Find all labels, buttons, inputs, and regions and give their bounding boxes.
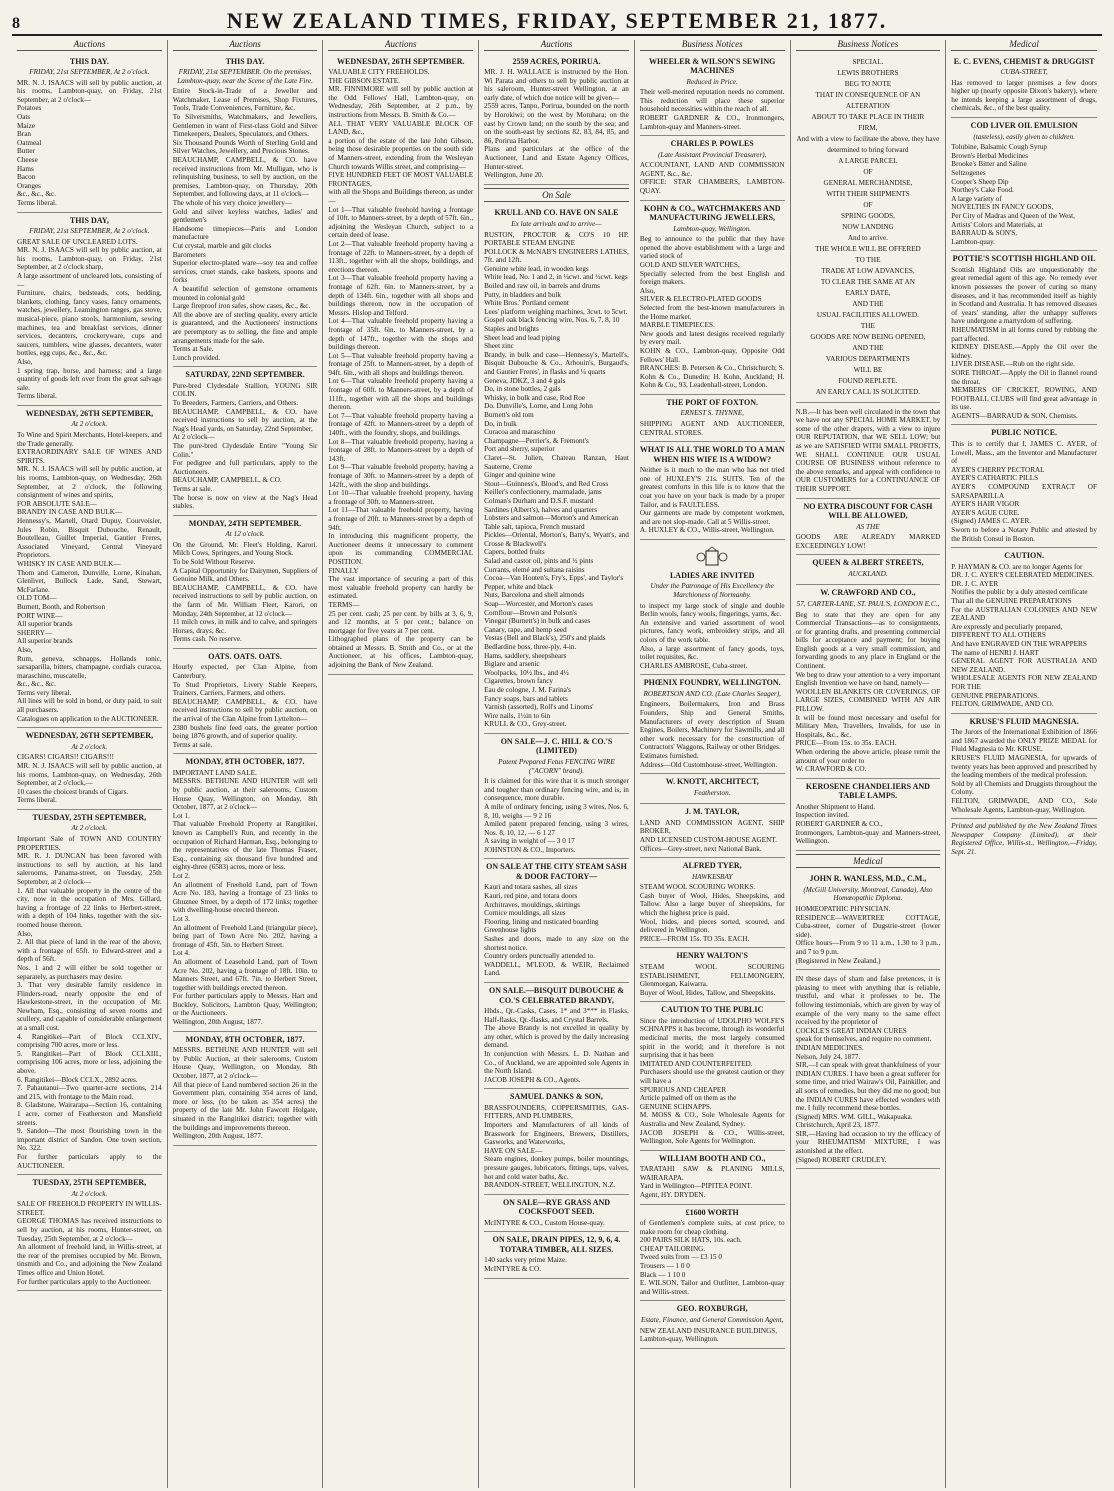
advertisement (484, 859, 629, 983)
advertisement (640, 1002, 785, 1150)
ad-body: IN these days of sham and false pretences, it is pleasing to meet with anything that is reliable, trustful, and what it professes to be. The following testimonials, which are given by way of example of the very many to the same effect received by the proprietor of COCKLE'S GREAT INDIAN CURES speak for themselves, and require no comment. INDIAN MEDICINES. Nelson, July 24, 1877. SIR,—I can speak with great thankfulness of your INDIAN CURES. I have been a great sufferer for some time, and tried Wairaw's Oil, Painkiller, and all sorts of remedies, but they did me no good; but the INDIAN CURES have effected wonders with me. I fully recommend these bottles. (Signed) MRS. WM. GILL, Wakapuaka. Christchurch, April 23, 1877. SIR,—Having had occasion to try the efficacy of your RHEUMATISM MIXTURE, I was astonished at the effect. (Signed) ROBERT CRUDLEY. (795, 975, 941, 1164)
ad-heading: SATURDAY, 22ND SEPTEMBER. (185, 370, 305, 380)
column-3 (323, 40, 479, 1488)
ad-heading: CHARLES P. POWLES (670, 139, 754, 149)
advertisement (484, 1232, 629, 1278)
ad-body: P. HAYMAN & CO. are no longer Agents for DR. J. C. AYER'S CELEBRATED MEDICINES. DR. J. C. AYER Notifies the public by a duly attested certificate That all the GENUINE PREPARATIONS For the AUSTRALIAN COLONIES AND NEW ZEALAND Are expressly and peculiarly prepared, DIFFERENT TO ALL OTHERS And have ENGRAVED ON THE WRAPPERS The name of HENRI J. HART GENERAL AGENT FOR AUSTRALIA AND NEW ZEALAND. WHOLESALE AGENTS FOR NEW ZEALAND FOR THE GENUINE PREPARATIONS. FELTON, GRIMWADE, AND CO. (951, 562, 1097, 709)
ad-heading: SAMUEL DANKS & SON, (510, 1092, 603, 1102)
page-number: 8 (12, 15, 20, 32)
advertisement (640, 774, 785, 804)
advertisement (173, 754, 318, 1031)
ad-body: SHIPPING AGENT AND AUCTIONEER, CENTRAL STORES. (639, 420, 785, 437)
ad-heading: E. C. EVENS, CHEMIST & DRUGGIST (953, 56, 1095, 66)
ad-heading: COD LIVER OIL EMULSION (970, 121, 1078, 131)
ad-subheading: Lambton-quay, Wellington. (673, 224, 752, 233)
ad-heading: ON SALE AT THE CITY STEAM SASH & DOOR FACTORY— (486, 862, 627, 881)
ad-heading: TUESDAY, 25TH SEPTEMBER, (32, 1178, 147, 1188)
ad-heading: GEO. ROXBURGH, (676, 1304, 748, 1314)
advertisement (484, 54, 629, 185)
ad-subheading: HAWKESBAY (691, 872, 733, 881)
ad-heading: ALFRED TYER, (682, 861, 742, 871)
ad-heading: WHEELER & WILSON'S SEWING MACHINES (649, 56, 776, 76)
ad-subheading: At 2 o'clock. (71, 824, 108, 833)
ad-subheading: At 12 o'clock. (225, 530, 265, 539)
ad-body: To Wine and Spirit Merchants, Hotel-keepers, and the Trade generally. EXTRAORDINARY SALE OF WINES AND SPIRITS. MR. N. J. ISAACS will sell by public auction, at his rooms, Lambton-quay, on Wednesday, 26th September, at 2 o'clock, the following consignment of wines and spirits, FOR ABSOLUTE SALE— BRANDY IN CASE AND BULK— Hennessy's, Martell, Otard Dupuy, Courvoisier, Jules Robin, Bisquit Dubouche, Renault, Boutelleau, Guillet Imperial, Gautier Freres, Associated Vineyard, Central Vineyard Proprietors. WHISKY IN CASE AND BULK— Thom and Cameron, Dunville, Lorne, Kinahan, Glenlivet, Bullock Lade, Sand, Stewart, McFarlane. OLD TOM— Burnett, Booth, and Robertson PORT WINE— All superior brands SHERRY— All superior brands Also, Rum, geneva, schnapps, Hollands tonic, sarsaparilla, bitters, champagne, cordials curacoa, maraschino, muscatelle, &c., &c., &c. Terms very liberal. All lines will be sold in bond, or duty paid, to suit all purchasers. Catalogues on application to the AUCTIONEER. (17, 431, 162, 723)
royal-arms-emblem (640, 543, 785, 571)
ad-heading: CAUTION. (1004, 551, 1045, 561)
ad-body: MR. N. J. ISAACS will sell by public auction, at his rooms, Lambton-quay, on Friday, 21st September, at 2 o'clock— Potatoes Oats Maize Bran Oatmeal Butter Cheese Hams Bacon Oranges &c., &c., &c. Terms liberal. (17, 78, 162, 207)
ad-body: 140 sacks very prime Maize. McINTYRE & CO. (484, 1256, 567, 1273)
ad-subheading: Patent Prepared Fetus FENCING WIRE ("ACORN" brand). (498, 757, 615, 775)
ad-body: N.B.—It has been well circulated in the town that we have not any SPECIAL HOME MARKET, by some of the other drapers, with a view to injure OUR REPUTATION, that WE SELL LOW; but as we are SATISFIED WITH SMALL PROFITS, WE SHALL CONTINUE OUR USUAL COURSE OF BUSINESS without reference to the above remarks, and appeal with confidence to OUR CUSTOMERS for a CONTINUANCE OF THEIR SUPPORT. (795, 407, 941, 493)
ad-heading: WEDNESDAY, 26TH SEPTEMBER, (25, 408, 154, 418)
advertisement (796, 499, 941, 556)
ad-body: RUSTON, PROCTOR & CO'S 10 HP. PORTABLE STEAM ENGINE POLLOCK & McNAB'S ENGINEERS LATHES, 7ft. and 12ft. Genuine white lead, in wooden kegs White lead, No. 1 and 2, in ¼cwt. and ½cwt. kegs Boiled and raw oil, in barrels and drums Putty, in bladders and bulk White Bros.' Portland cement Lees' platform weighing machines, 3cwt. to 5cwt. Gospel oak black fencing wire, Nos. 6, 7, 8, 10 Staples and brights Sheet lead and lead piping Sheet zinc Brandy, in bulk and case—Hennessy's, Martell's, Bisquit Dubouche & Co., Arbouin's, Burgaud's, and Gautier Freres', in flasks and ¼ quarts Geneva, JDKZ, 3 and 4 gals Do, in stone bottles, 2 gals Whisky, in bulk and case, Rod Roe Do. Dunville's, Lorne, and Long John Burnett's old tom Do, in bulk Curacoa and maraschino Champagne—Perrier's, & Fremont's Port and sherry, superior Claret—St. Julien, Chateau Ranzan, Haut Sauterne, Creme Ginger and quinine wine Stout—Guinness's, Blood's, and Red Cross Keiller's confectionery, marmalade, jams Colman's Durham and D.S.F. mustard Sardines (Albert's), halves and quarters Lobsters and salmon—Morton's and American Table salt, tapioca, French mustard Pickles—Oriental, Morton's, Batty's, Wyatt's, and Crosse & Blackwell's Capers, bottled fruits Salad and castor oil, pints and ½ pints Currants, elemé and sultana raisins Cocoa—Van Houten's, Fry's, Epps', and Taylor's Pepper, white and black Nuts, Barcelona and shell almonds Soap—Worcester, and Morton's cases Cornflour—Brown and Polson's Vinegar (Burnett's) in bulk and cases Canary, rape, and hemp seed Vestas (Bell and Black's), 250's and plaids Bedlardine boss, three-ply, 4-in. Hams, saddlery, sheepshears Biglare and arsenic Woolpacks, 10½ lbs., and 4½ Cigarettes, brown fancy Eau de cologne, J. M. Farina's Fancy soaps, bars and tablets Varnish (assorted), Roll's and Linoms' Wire nails, 1½in to 6in KRULL & CO., Grey-street. (484, 230, 629, 729)
advertisement (640, 136, 785, 200)
ad-heading: PUBLIC NOTICE. (991, 428, 1058, 438)
column-5 (635, 40, 791, 1488)
advertisement (796, 779, 941, 851)
advertisement (328, 54, 473, 675)
column-header: Auctions (17, 40, 162, 51)
advertisement (640, 948, 785, 1002)
advertisement (951, 54, 1097, 118)
ad-body: Engineers, Boilermakers, Iron and Brass Founders, Ship and General Smiths, Manufacturers of every description of Steam Engines, Boilers, Machinery for Sawmills, and all other work necessary for the construction of Contractors' Waggons, Railway or other Bridges. Estimates furnished. Address—Old Customhouse-street, Wellington. (639, 700, 785, 769)
ad-heading: NO EXTRA DISCOUNT FOR CASH WILL BE ALLOWED, (803, 501, 933, 521)
advertisement (640, 395, 785, 442)
column-2 (168, 40, 324, 1488)
advertisement (796, 585, 941, 778)
advertisement (640, 201, 785, 395)
ad-body: of Gentlemen's complete suits, at cost price, to make room for cheap clothing. 200 PAIRS SILK HATS, 10s. each. CHEAP TAILORING. Tweed suits from — £3 15 0 Trousers — 1 0 0 Black — 1 10 0 E. WILSON, Tailor and Outfitter, Lambton-quay and Willis-street. (639, 1219, 785, 1296)
advertisement (17, 54, 162, 213)
ad-body: HOMŒOPATHIC PHYSICIAN. RESIDENCE—WAVERTREE COTTAGE, Cuba-street, corner of Dugstrie-street (lower side). Office hours—From 9 to 11 a.m., 1.30 to 3 p.m., and 7 to 9 p.m. (Registered in New Zealand.) (795, 905, 941, 965)
ad-body: Kauri and totara sashes, all sizes Kauri, red pine, and totara doors Architraves, mouldings, skirtings Cornice mouldings, all sizes Flooring, lining and rusticated boarding Greenhouse lights Sashes and doors, made to any size on the shortest notice. Country orders punctually attended to. WADDELL, M'LEOD, & WEIR, Reclaimed Land. (484, 883, 629, 978)
section-heading: Medical (796, 854, 941, 869)
ad-body: VALUABLE CITY FREEHOLDS. THE GIBSON ESTATE. MR. FINNIMORE will sell by public auction at the Odd Fellows' Hall, Lambton-quay, on Wednesday, 26th September, at 2 p.m., by instructions from Messrs. B. Smith & Co.— ALL THAT VERY VALUABLE BLOCK OF LAND, &c., a portion of the estate of the late John Gibson, being those desirable properties on the south side of Manners-street, extending from the Wesleyan Church towards Willis street, and comprising— FIVE HUNDRED FEET OF MOST VALUABLE FRONTAGES, with all the Shops and Buildings thereon, as under— Lot 1—That valuable freehold having a frontage of 10ft. to Manners-street, by a depth of 57ft. 6in., adjoining the Wesleyan Church, subject to a certain deed of lease. Lot 2—That valuable freehold property having a frontage of 22ft. to Manners-street, by a depth of 113ft., together with all the shops, buildings, and erections thereon. Lot 3—That valuable freehold property having a frontage of 62ft. 6in. to Manners-street, by a depth of 134ft. 6in., together with all shops and buildings thereon, now in the occupation of Messrs. Hislop and Telford. Lot 4—That valuable freehold property having a frontage of 35ft. 6in. to Manners-street, by a depth of 147ft., together with the shops and buildings thereon. Lot 5—That valuable freehold property having a frontage of 25ft. to Manners-street, by a depth of 94ft. 6in., with all shops and buildings thereon. Lot 6—That valuable freehold property having a frontage of 60ft. to Manners-street, by a depth of 111ft., together with all the shops and buildings thereon. Lot 7—That valuable freehold property having a frontage of 42ft. to Manners-street by a depth of 140ft., with the foundry, shops, and buildings. Lot 8—That valuable freehold property, having a frontage of 28ft. to Manners-street by a depth of 143ft. Lot 9—That valuable freehold property, having a frontage of 30ft. to Manners-street by a depth of 142ft., with the shop and buildings. Lot 10—That valuable freehold property, having a frontage of 30ft. to Manners-street. Lot 11—That valuable freehold property, having a frontage of 20ft. to Manners-street by a depth of 94ft. In introducing this magnificent property, the Auctioneer deems it unnecessary to comment upon its commanding COMMERCIAL POSITION. FINALLY The vast importance of securing a part of this most valuable freehold property can hardly be estimated. TERMS— 25 per cent. cash; 25 per cent. by bills at 3, 6, 9, and 12 months, at 5 per cent.; balance on mortgage for five years at 7 per cent. Lithographed plans of the property can be obtained at Messrs. B. Smith and Co., or at the Auctioneer, at his offices, Lambton-quay, adjoining the Bank of New Zealand. (328, 68, 474, 670)
advertisement (640, 54, 785, 137)
ad-subheading: Estate, Finance, and General Commission Agent, (641, 1315, 784, 1324)
advertisement (640, 858, 785, 948)
ad-subheading: FRIDAY, 21st SEPTEMBER. On the premises, Lambton-quay, near the Scene of the Late Fire. (177, 68, 313, 85)
ad-heading: W. CRAWFORD AND CO., (820, 588, 916, 598)
special-notice-lewis-brothers: SPECIAL. LEWIS BROTHERS BEG TO NOTE THAT IN CONSEQUENCE OF AN ALTERATION ABOUT TO TAKE PLACE IN THEIR FIRM, And with a view to facilitate the above, they have determined to bring forward A LARGE PARCEL OF GENERAL MERCHANDISE, WITH THEIR SHIPMENTS OF SPRING GOODS, NOW LANDING And to arrive. THE WHOLE WILL BE OFFERED TO THE TRADE AT LOW ADVANCES, TO CLEAR THE SAME AT AN EARLY DATE, AND THE USUAL FACILITIES ALLOWED. THE GOODS ARE NOW BEING OPENED, AND THE VARIOUS DEPARTMENTS WILL BE FOUND REPLETE. AN EARLY CALL IS SOLICITED. (796, 54, 941, 403)
advertisement (951, 251, 1097, 425)
ad-subheading: ROBERTSON AND CO. (Late Charles Seager), (643, 689, 781, 698)
ad-body: Important Sale of TOWN AND COUNTRY PROPERTIES. MR. R. J. DUNCAN has been favored with instructions to sell by auction, at his land salerooms, Panama-street, on Tuesday, 25th September, at 2 o'clock— 1. All that valuable property in the centre of the city, now in the occupation of Mrs. Gillard, having a frontage of 22 links to Herbert-street, with a depth of 104 links, together with the six-roomed house thereon. Also, 2. All that piece of land in the rear of the above, with a frontage of 65ft. to Edward-street and a depth of 56ft. Nos. 1 and 2 will either be sold together or separately, as purchasers may desire. 3. That very desirable family residence in Flinders-road, nearly opposite the end of Hawkestone-street, in the occupation of Mr. Newham, Esq., consisting of seven rooms and scullery, and capable of considerable enlargement at a small cost. 4. Rangitikei—Part of Block CCLXIV., comprising 700 acres, more or less. 5. Rangitikei—Part of Block CCLXIII., comprising 106 acres, more or less, adjoining the above. 6. Rangitikei—Block CCLX., 2892 acres. 7. Pahautanui—Two quarter-acre sections, 214 and 215, with frontage to the Main road. 8. Gladstone, Wairarapa—Section 16, containing 1 acre, corner of Featherston and Mansfield streets. 9. Sandon—The most flourishing town in the important district of Sandon. One town section, No. 322. For further particulars apply to the AUCTIONEER. (17, 835, 162, 1170)
ad-body: Hourly expected, per Clan Alpine, from Canterbury. To Stud Proprietors, Livery Stable Keepers, Trainers, Carriers, Farmers, and others. BEAUCHAMP, CAMPBELL, & CO. have received instructions to sell by public auction, on the arrival of the Clan Alpine from Lyttelton— 2380 bushels fine feed oats, the greater portion being 1876 growth, and of superior quality. Terms at sale. (172, 663, 318, 749)
ad-body: Another Shipment to Hand. Inspection invited. ROBERT GARDNER & CO., Ironmongers, Lambton-quay and Manners-street, Wellington. (795, 802, 941, 846)
ad-heading: 2559 ACRES, PORIRUA. (512, 56, 601, 66)
ad-heading: THIS DAY, (69, 215, 109, 225)
ad-body: TARATAHI SAW & PLANING MILLS, WAIRARAPA. Yard in Wellington—PIPITEA POINT. Agent, HY. DRYDEN. (639, 1165, 785, 1199)
ad-subheading: At 2 o'clock. (71, 1189, 108, 1198)
ad-body: IMPORTANT LAND SALE. MESSRS. BETHUNE AND HUNTER will sell by public auction, at their salerooms, Custom House Quay, Wellington, on Monday, 8th October, 1877, at 2 o'clock— Lot 1. That valuable Freehold Property at Rangitikei, known as Campbell's Run, and recently in the occupation of Richard Harman, Esq., belonging to the representatives of the late Thomas Fraser, Esq., containing six thousand five hundred and eighty-three (6583) acres, more or less. Lot 2. An allotment of Freehold Land, part of Town Acre No. 183, having a frontage of 23 links to Ghuznee Street, by a depth of 172 links; together with dwelling-house erected thereon. Lot 3. An allotment of Freehold Land (triangular piece), being part of Town Acre No. 202, having a frontage of 45ft. 5in. to Herbert Street. Lot 4. An allotment of Leasehold Land, part of Town Acre No. 202, having a frontage of 18ft. 10in. to Manners Street, and 67ft. 7in. to Herbert Street, together with buildings erected thereon. For further particulars apply to Messrs. Hart and Buckley, Solicitors, Lambton Quay, Wellington; or the Auctioneers. Wellington, 20th August, 1877. (172, 768, 318, 1027)
ad-subheading: (McGill University, Montreal, Canada), Also Homœopathic Diploma. (803, 885, 933, 903)
ad-heading: QUEEN & ALBERT STREETS, (812, 558, 924, 568)
advertisement (484, 205, 629, 734)
column-7 (946, 40, 1102, 1488)
advertisement (17, 1175, 162, 1291)
column-header: Business Notices (796, 40, 941, 51)
ad-subheading: AS THE (856, 522, 880, 531)
ad-body: STEAM WOOL SCOURING WORKS. Cash buyer of Wool, Hides, Sheepskins, and Tallow. Also a large buyer of sheepskins, for which the highest price is paid. Wool, hides, and pieces sorted, scoured, and delivered in Wellington. PRICE—FROM 15s. TO 35s. EACH. (639, 883, 785, 943)
advertisement (951, 548, 1097, 714)
ad-heading: WEDNESDAY, 26TH SEPTEMBER, (25, 731, 154, 741)
ad-heading: JOHN R. WANLESS, M.D., C.M., (809, 874, 927, 884)
advertisement (484, 1089, 629, 1194)
ad-subheading: At 2 o'clock. (71, 742, 108, 751)
ad-heading: THIS DAY. (225, 56, 265, 66)
advertisement (951, 118, 1097, 251)
ad-body: MESSRS. BETHUNE AND HUNTER will sell by Public Auction, at their salerooms, Custom House Quay, Wellington, on Monday, 8th October, 1877, at 2 o'clock— All that piece of Land numbered section 26 in the Government plan, containing 354 acres of land, more or less, (to be taken as 354 acres) the property of the late Mr. John Fawcett Holgate, situated in the Rangitikei district; together with the buildings and improvements thereon. Wellington, 20th August, 1877. (172, 1046, 318, 1141)
ad-heading: WEDNESDAY, 26TH SEPTEMBER. (337, 56, 465, 66)
ad-heading: W. KNOTT, ARCHITECT, (665, 777, 759, 787)
ad-subheading: ERNEST S. THYNNE, (680, 409, 744, 418)
ad-subheading: (tasteless), easily given to children. (973, 132, 1075, 141)
ad-heading: OATS. OATS. OATS. (208, 651, 282, 661)
ad-body: Scottish Highland Oils are unquestionably the great remedial agent of this age. No remedy ever known possesses the power of curing so many diseases, and it has recommended itself as highly in Scotland and Australia. It has removed diseases of years' standing, after the unhappy sufferers have undergone a martyrdom of suffering. RHEUMATISM in all forms cured by rubbing the part affected. KIDNEY DISEASE.—Apply the Oil over the kidney. LIVER DISEASE.—Rub on the right side. SORE THROAT.—Apply the Oil in flannel round the throat. MEMBERS OF CRICKET, ROWING, AND FOOTBALL CLUBS will find great advantage in its use. AGENTS—BARRAUD & SON, Chemists. (951, 265, 1097, 420)
advertisement (951, 425, 1097, 548)
ad-heading: THIS DAY. (69, 56, 109, 66)
ad-heading: £1600 WORTH (685, 1207, 739, 1217)
ad-heading: KEROSENE CHANDELIERS AND TABLE LAMPS. (805, 781, 930, 801)
advertisement (640, 540, 785, 675)
advertisement (484, 1195, 629, 1233)
column-4 (479, 40, 635, 1488)
ad-heading: J. M. TAYLOR, (685, 807, 740, 817)
advertisement (796, 871, 941, 970)
advertisement (17, 213, 162, 406)
ad-subheading: At 2 o'clock. (71, 420, 108, 429)
advertisement (640, 1151, 785, 1205)
ad-subheading: (Late Assistant Provincial Treasurer), (657, 150, 767, 159)
advertisement (173, 367, 318, 515)
advertisement (17, 728, 162, 810)
ad-body: On the Ground, Mr. Fleet's Holding, Karori. Milch Cows, Springers, and Young Stock. To be Sold Without Reserve. A Capital Opportunity for Dairymen, Suppliers of Genuine Milk, and Others. BEAUCHAMP, CAMPBELL, & CO. have received instructions to sell by public auction, on the farm of Mr. William Fleet, Karori, on Monday, 24th September, at 12 o'clock— 11 milch cows, in milk and to calve, and springers Horses, drays, &c. Terms cash. No reserve. (172, 540, 318, 644)
advertisement (640, 442, 785, 540)
ad-subheading: 57, CARTER-LANE, ST. PAUL'S, LONDON E.C., (796, 599, 940, 608)
ad-heading: WILLIAM BOOTH AND CO., (658, 1153, 766, 1163)
ad-body: Tolubine, Balsamic Cough Syrup Brown's Herbal Medicines Brooke's Bitter and Saline Seltzogenes Cooper's Sheep Dip Northey's Cake Food. A large variety of NOVELTIES IN FANCY GOODS, Per City of Madras and Queen of the West, Artists' Colors and Materials, at BARRAUD & SON'S, Lambton-quay. (951, 143, 1075, 246)
ad-body: Hhds., Qr.-Casks, Cases, 1* and 3*** in Flasks, Half-flasks, Qr.-flasks, and Crystal Barrels. The above Brandy is not excelled in quality by any other, which is proved by the daily increasing demand. In conjunction with Messrs. L. D. Nathan and Co., of Auckland, we are appointed sole Agents in the North Island. JACOB JOSEPH & CO., Agents. (484, 1007, 629, 1084)
column-header: Auctions (484, 40, 629, 51)
ad-body: Neither is it much to the man who has not tried one of HUXLEY'S 21s. SUITS. Ten of the greatest comforts in this life is to know that the coat you have on your back is made by a proper Tailor, and is FAULTLESS. Our garments are made by competent workmen, and are not slop-made. Call at 5 Willis-street. A. HUXLEY & CO., Willis-street, Wellington. (639, 466, 785, 535)
ad-body: Beg to announce to the public that they have opened the above establishment with a large and varied stock of GOLD AND SILVER WATCHES, Specially selected from the best English and foreign makers. Also, SILVER & ELECTRO-PLATED GOODS Selected from the best-known manufacturers in the Home market. MARBLE TIMEPIECES. New goods and latest designs received regularly by every mail. KOHN & CO., Lambton-quay, Opposite Odd Fellows' Hall. BRANCHES: B. Petersen & Co., Christchurch; S. Kohn & Co., Dunedin; H. Kohn, Auckland; H. Kohn & Co., 93, Leadenhall-street, London. (639, 235, 785, 390)
advertisement (640, 1301, 785, 1348)
ad-subheading: Under the Patronage of His Excellency the Marchioness of Normanby. (650, 582, 774, 600)
ad-heading: HENRY WALTON'S (676, 951, 748, 961)
ad-body: McINTYRE & CO., Custom House-quay. (484, 1218, 605, 1227)
ad-subheading: AUCKLAND. (848, 569, 888, 578)
ad-body: This is to certify that I, JAMES C. AYER, of Lowell, Mass., am the Inventor and Manufacturer of AYER'S CHERRY PECTORAL AYER'S CATHARTIC PILLS AYER'S COMPOUND EXTRACT OF SARSAPARILLA AYER'S HAIR VIGOR AYER'S AGUE CURE. (Signed) JAMES C. AYER. Sworn to before a Notary Public and attested by the British Consul in Boston. (951, 439, 1097, 543)
advertisement (640, 804, 785, 858)
column-6 (791, 40, 947, 1488)
ad-body: Entire Stock-in-Trade of a Jeweller and Watchmaker, Lease of Premises, Shop Fixtures, Tools, Trade Conveniences, Furniture, &c. To Silversmiths, Watchmakers, and Jewellers, Gentlemen in want of First-class Gold and Silver Timekeepers, Dealers, Speculators, and Others. Six Thousand Pounds Worth of Sterling Gold and Silver Watches, Jewellery, and Precious Stones. BEAUCHAMP, CAMPBELL, & CO. have received instructions from Mr. Mulligan, who is relinquishing business, to sell by auction, on the premises, Lambton-quay, on Thursday, 20th September, and following days, at 11 o'clock— The whole of his very choice jewellery— Gold and silver keyless watches, ladies' and gentlemen's Handsome timepieces—Paris and London manufacture Cut crystal, marble and gilt clocks Barometers Superior electro-plated ware—soy tea and coffee services, cruet stands, cake baskets, spoons and forks A beautiful selection of gemstone ornaments mounted in colonial gold Large fireproof iron safes, show cases, &c., &c. All the above are of sterling quality, every article is guaranteed, and the Auctioneers' instructions are peremptory as to selling, the fine and ample arrangements made for the sale. Terms at Sale. Lunch provided. (172, 87, 318, 362)
advertisement (796, 970, 941, 1169)
ad-subheading: Reduced in Price. (686, 77, 738, 86)
column-header: Auctions (173, 40, 318, 51)
ad-heading: TUESDAY, 25TH SEPTEMBER, (32, 812, 147, 822)
ad-subheading: Featherston. (693, 788, 731, 797)
ad-heading: MONDAY, 8TH OCTOBER, 1877. (185, 757, 305, 767)
column-header: Business Notices (640, 40, 785, 51)
column-1 (12, 40, 168, 1488)
ad-body: Since the introduction of UDOLPHO WOLFE'S SCHNAPPS it has become, through its wonderful medicinal merits, the most largely consumed spirit in the world; and it therefore is not surprising that it has been IMITATED AND COUNTERFEITED. Purchasers should use the greatest caution or they will have a SPURIOUS AND CHEAPER Article palmed off on them as the GENUINE SCHNAPPS. M. MOSS & CO., Sole Wholesale Agents for Australia and New Zealand, Sydney. JACOB JOSEPH & CO., Willis-street, Wellington, Sole Agents for Wellington. (639, 1016, 785, 1146)
column-header: Auctions (328, 40, 473, 51)
ad-heading: PHŒNIX FOUNDRY, WELLINGTON. (643, 678, 781, 688)
ad-heading: ON SALE.—BISQUIT DUBOUCHE & CO.'S CELEBRATED BRANDY, (488, 986, 624, 1005)
ad-subheading: CUBA-STREET, (1000, 68, 1048, 77)
ad-body: CIGARS! CIGARS!! CIGARS!!! MR. N. J. ISAACS will sell by public auction, at his rooms, Lambton-quay, on Wednesday, 26th September, at 2 o'clock,— 10 cases the choicest brands of Cigars. Terms liberal. (17, 753, 162, 805)
column-header: Medical (951, 40, 1097, 51)
ad-heading: ON SALE, DRAIN PIPES, 12, 9, 6, 4. TOTARA TIMBER, ALL SIZES. (492, 1235, 621, 1254)
newspaper-title: NEW ZEALAND TIMES, FRIDAY, SEPTEMBER 21, 1877. (226, 8, 888, 33)
ad-heading: MONDAY, 8TH OCTOBER, 1877. (185, 1034, 305, 1044)
advertisement (484, 983, 629, 1089)
columns-grid (12, 40, 1102, 1488)
advertisement (484, 734, 629, 860)
advertisement (796, 555, 941, 585)
ad-heading: CAUTION TO THE PUBLIC (661, 1005, 764, 1015)
ad-body: SALE OF FREEHOLD PROPERTY IN WILLIS-STREET. GEORGE THOMAS has received instructions to sell by auction, at his rooms, Hunter-street, on Tuesday, 25th September, at 2 o'clock— An allotment of freehold land, in Willis-street, at the rear of the premises occupied by Mr. Brown, tinsmith and Co., and adjoining the New Zealand Times office and Union Hotel. For further particulars apply to the Auctioneer. (17, 1200, 162, 1286)
ad-heading: KRUSE'S FLUID MAGNESIA. (969, 716, 1079, 726)
ad-body: STEAM WOOL SCOURING ESTABLISHMENT, FELLMONGERY, Glenmorgan, Kaiwarra. Buyer of Wool, Hides, Tallow, and Sheepskins. (639, 962, 785, 997)
ad-body: Beg to state that they are open for any Commercial Transactions—as to consignments, or for granting drafts, and presenting commercial bills for acceptance and payment; for buying English goods at a very small commission, and forwarding goods to any place in England or the Continent. We beg to draw your attention to a very important English Invention we have on hand, namely— WOOLLEN BLANKETS OR COVERINGS, OF LARGE SIZES, COMBINED WITH AN AIR PILLOW. It will be found most necessary and useful for Military Men, Travellers, Invalids, for use in Hospitals, &c., &c. PRICE—From 15s. to 35s. EACH. When ordering the above article, please remit the amount of your order to W. CRAWFORD & CO. (795, 610, 941, 774)
ad-body: Pure-bred Clydesdale Stallion, YOUNG SIR COLIN. To Breeders, Farmers, Carriers, and Others. BEAUCHAMP, CAMPBELL, & CO. have received instructions to sell by auction, at the Nag's Head yards, on Saturday, 22nd September, At 2 o'clock— The pure-bred Clydesdale Entire "Young Sir Colin." For pedigree and full particulars, apply to the Auctioneers. BEAUCHAMP, CAMPBELL, & CO. Terms at sale. The horse is now on view at the Nag's Head stables. (172, 381, 318, 511)
ad-heading: ON SALE—RYE GRASS AND COCKSFOOT SEED. (502, 1197, 611, 1217)
masthead (12, 8, 1102, 36)
ad-heading: KOHN & CO., WATCHMAKERS AND MANUFACTURING JEWELLERS, (643, 203, 781, 223)
ad-heading: ON SALE—J. C. HILL & CO.'S (LIMITED) (500, 736, 613, 756)
ad-body: to inspect my large stock of single and double Berlin wools, fancy wools, fingerings, yarns, &c. An extensive and varied assortment of wool pictures, fancy work, embroidery strips, and all colors of the work table. Also, a large assortment of fancy goods, toys, toilet requisites, &c. CHARLES AMBROSE, Cuba-street. (639, 601, 785, 670)
ad-body: MR. J. H. WALLACE is instructed by the Hon. Wi Parata and others to sell by public auction at his saleroom, Hunter-street Wellington, at an early date, of which due notice will be given— 2559 acres, Tanpo, Porirua, bounded on the north by Horokiwi; on the west by Motuhara; on the east by Crown land; on the south by the sea; and on the south-east by sections 82, 83, 84, 85, and 86, Porirua Harbor. Plans and particulars at the office of the Auctioneer, Land and Estate Agency Offices, Hunter-street. Wellington, June 20. (484, 68, 629, 180)
ad-body: Their well-merited reputation needs no comment. This reduction will place these superior household necessities within the reach of all. ROBERT GARDNER & CO., Ironmongers, Lambton-quay and Manners-street. (639, 88, 785, 131)
advertisement (173, 54, 318, 368)
ad-body: GREAT SALE OF UNCLEARED LOTS. MR. N. J. ISAACS will sell by public auction, at his rooms, Lambton-quay, on Friday, 21st September, at 2 o'clock sharp, A large assortment of uncleared lots, consisting of— Furniture, chairs, bedsteads, cots, bedding, blankets, clothing, fancy vases, fancy ornaments, watches, jewellery, Leamington ranges, gas stove, musical-piece, piano stools, harmonium, sewing machines, tea and breakfast services, dinner services, decanters, crockeryware, cups and saucers, tumblers, wine glasses, decanters, water bottles, egg cups, &c., &c., &c. Also, 1 spring trap, horse, and harness; and a large quantity of goods left over from the great salvage sale. Terms liberal. (17, 237, 162, 401)
ad-subheading: FRIDAY, 21st SEPTEMBER, At 2 o'clock. (29, 68, 150, 77)
advertisement (173, 649, 318, 754)
ad-body: NEW ZEALAND INSURANCE BUILDINGS, Lambton-quay, Wellington. (639, 1326, 778, 1344)
advertisement (796, 403, 941, 499)
ad-body: The Jurors of the International Exhibition of 1866 and 1867 awarded the ONLY PRIZE MEDAL for Fluid Magnesia to Mr. KRUSE. KRUSE'S FLUID MAGNESIA, for upwards of twenty years has been approved and prescribed by the leading members of the medical profession. Sold by all Chemists and Druggists throughout the Colony. FELTON, GRIMWADE, AND CO., Sole Wholesale Agents, Lambton-quay, Wellington. (951, 728, 1097, 814)
ad-subheading: FRIDAY, 21st SEPTEMBER, At 2 o'clock. (29, 227, 150, 236)
ad-heading: POTTIE'S SCOTTISH HIGHLAND OIL (952, 254, 1096, 264)
advertisement (173, 1032, 318, 1146)
ad-body: LAND AND COMMISSION AGENT, SHIP BROKER, AND LICENSED CUSTOM-HOUSE AGENT. Offices—Grey-street, next National Bank. (639, 818, 785, 853)
advertisement (17, 810, 162, 1175)
ad-body: It is claimed for this wire that it is much stronger and tougher than ordinary fencing wire, and is, in consequence, more durable. A mile of ordinary fencing, using 3 wires, Nos. 6, 8, 10, weighs — 9 2 16 Amiled patent prepared fencing, using 3 wires, Nos. 8, 10, 12, — 6 1 27 A saving in weight of — 3 0 17 JOHNSTON & CO., Importers. (484, 777, 629, 854)
section-heading: On Sale (484, 188, 629, 203)
advertisement (951, 714, 1097, 819)
advertisement (17, 406, 162, 728)
ad-heading: WHAT IS ALL THE WORLD TO A MAN WHEN HIS WIFE IS A WIDOW? (639, 445, 785, 464)
ad-heading: LADIES ARE INVITED (669, 570, 755, 580)
advertisement (640, 675, 785, 774)
ad-body: GOODS ARE ALREADY MARKED EXCEEDINGLY LOW! (795, 533, 941, 550)
advertisement (640, 1205, 785, 1302)
advertisement (173, 516, 318, 649)
ad-subheading: Ex late arrivals and to arrive— (511, 219, 602, 228)
printer-imprint: Printed and published by the New Zealand Times Newspaper Company (Limited), at their Registered Office, Willis-st., Wellington,—Friday, Sept. 21. (951, 822, 1097, 856)
ad-heading: MONDAY, 24TH SEPTEMBER. (188, 518, 302, 528)
ad-body: Has removed to larger premises a few doors higher up (nearly opposite Dixon's bakery), where he intends keeping a large assortment of drugs, chemicals, &c., of the best quality. (951, 78, 1097, 113)
ad-heading: THE PORT OF FOXTON. (666, 397, 758, 407)
ad-heading: KRULL AND CO. HAVE ON SALE (494, 208, 619, 218)
ad-body: ACCOUNTANT, LAND AND COMMISSION AGENT, &c., &c. OFFICE: STAR CHAMBERS, LAMBTON-QUAY. (639, 161, 785, 196)
ad-body: BRASSFOUNDERS, COPPERSMITHS, GAS-FITTERS, AND PLUMBERS, Importers and Manufacturers of all kinds of Brasswork for Engineers, Brewers, Distillers, Gasworks, and Waterworks, HAVE ON SALE— Steam engines, donkey pumps, boiler mountings, pressure gauges, lubricators, fittings, taps, valves, hot and cold water baths, &c. BRANDON-STREET, WELLINGTON, N.Z. (484, 1103, 629, 1190)
